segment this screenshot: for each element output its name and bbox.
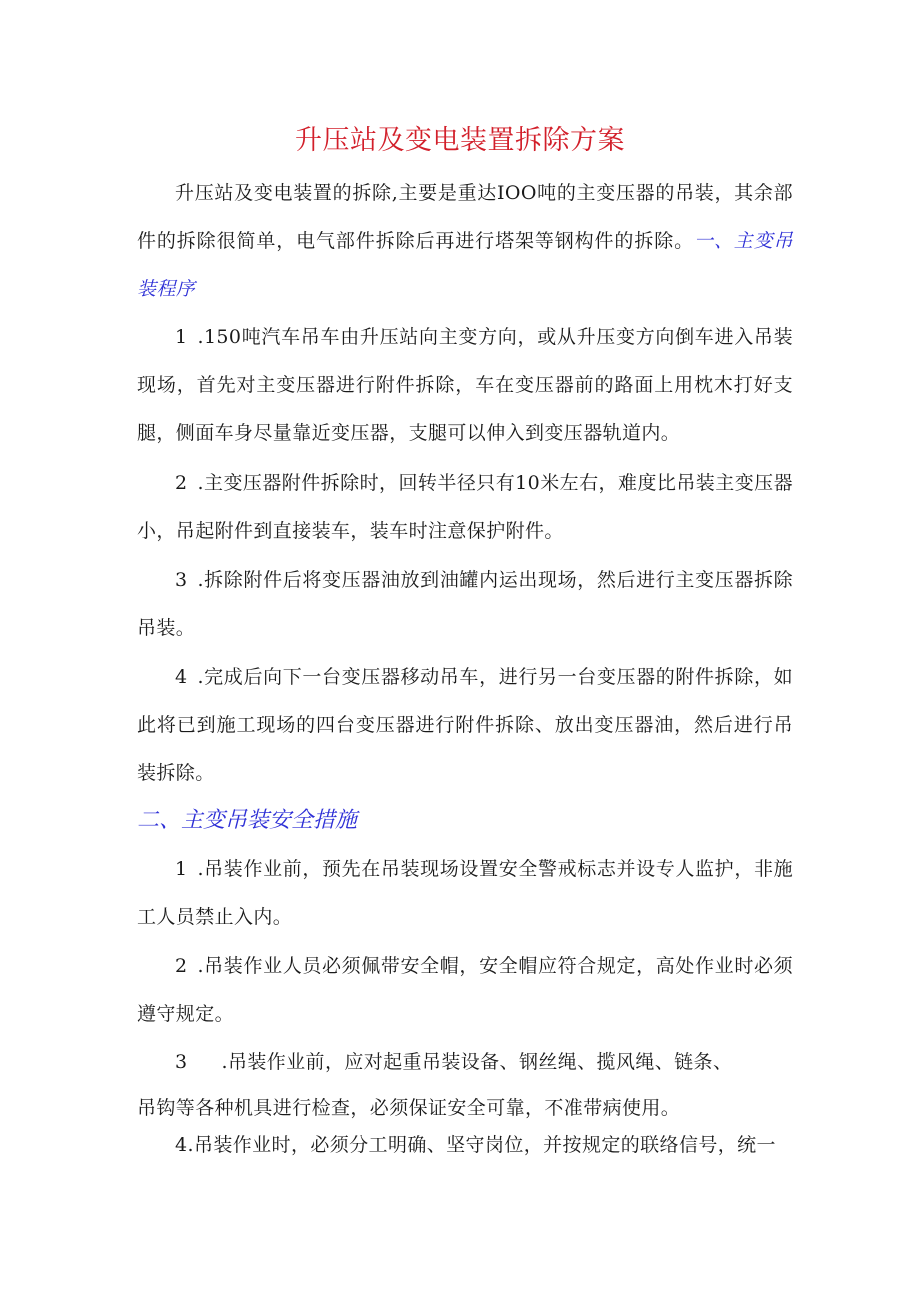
- section1-item-1: [137, 313, 793, 457]
- item-number: 3: [175, 569, 188, 591]
- item-number: 2: [175, 955, 188, 977]
- intro-paragraph: [137, 169, 793, 313]
- item-number: 1: [175, 326, 188, 348]
- item-number: 1: [175, 858, 188, 880]
- item-number: 3: [175, 1051, 188, 1073]
- section1-item-4: [137, 653, 793, 797]
- section1-item-2: [137, 459, 793, 555]
- section2-item-2: [137, 942, 793, 1038]
- item-number: 4: [175, 666, 188, 688]
- section2-item-1: [137, 845, 793, 941]
- section2-item-4: [175, 1125, 793, 1165]
- item-text: .拆除附件后将变压器油放到油罐内运出现场，然后进行主变压器拆除吊装。: [137, 569, 793, 639]
- section2-item-3: [175, 1038, 732, 1086]
- item-text: .吊装作业前，预先在吊装现场设置安全警戒标志并设专人监护，非施工人员禁止入内。: [137, 858, 793, 928]
- section2-item-3-continued: 吊钩等各种机具进行检查，必须保证安全可靠，不准带病使用。: [137, 1097, 681, 1119]
- item-text: .吊装作业人员必须佩带安全帽，安全帽应符合规定，高处作业时必须遵守规定。: [137, 955, 793, 1025]
- section1-item-3: [137, 556, 793, 652]
- item-text: .150吨汽车吊车由升压站向主变方向，或从升压变方向倒车进入吊装现场，首先对主变压器进行附件拆除，车在变压器前的路面上用枕木打好支腿，侧面车身尽量靠近变压器，支腿可以伸入到变压器轨道内。: [137, 326, 793, 444]
- item-number: 4: [175, 1134, 188, 1156]
- section1-heading: 一、主变吊装程序: [137, 230, 793, 300]
- item-text: .完成后向下一台变压器移动吊车，进行另一台变压器的附件拆除，如此将已到施工现场的四台变压器进行附件拆除、放出变压器油，然后进行吊装拆除。: [137, 666, 793, 784]
- intro-text: 升压站及变电装置的拆除,主要是重达IOO吨的主变压器的吊装，其余部件的拆除很简单，电气部件拆除后再进行塔架等钢构件的拆除。: [137, 182, 793, 252]
- item-text: .主变压器附件拆除时，回转半径只有10米左右，难度比吊装主变压器小，吊起附件到直接装车，装车时注意保护附件。: [137, 472, 793, 542]
- item-text-line1: .吊装作业前，应对起重吊装设备、钢丝绳、揽风绳、链条、: [221, 1051, 733, 1073]
- section2-heading: 二、主变吊装安全措施: [137, 808, 358, 833]
- item-text: .吊装作业时，必须分工明确、坚守岗位，并按规定的联络信号，统一: [187, 1134, 776, 1156]
- page-title: 升压站及变电装置拆除方案: [295, 125, 625, 156]
- item-number: 2: [175, 472, 188, 494]
